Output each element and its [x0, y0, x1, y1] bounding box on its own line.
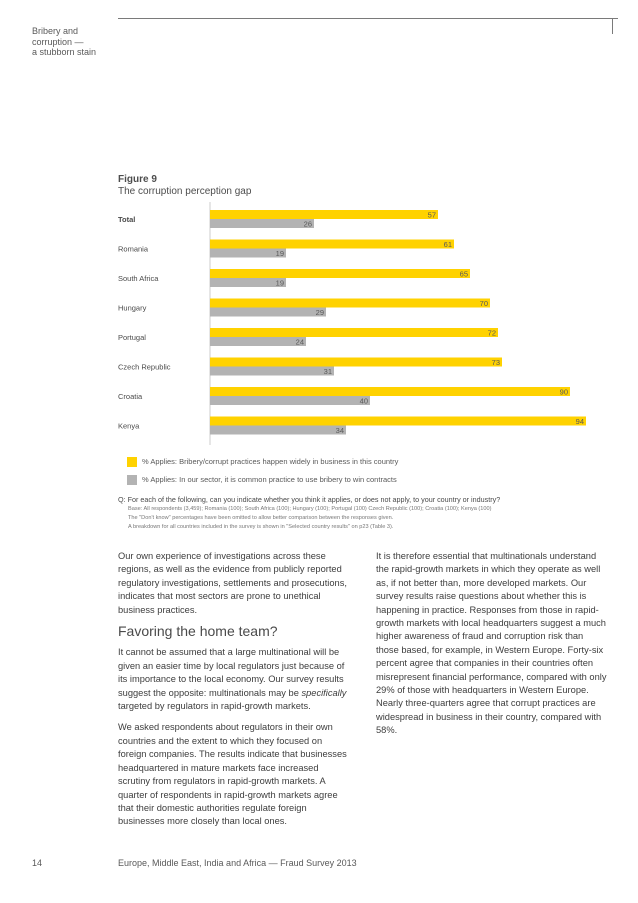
value-label-sector-portugal: 24 [295, 337, 304, 347]
bar-widespread-kenya [210, 417, 586, 426]
bar-widespread-hungary [210, 299, 490, 308]
left-paragraph-2: It cannot be assumed that a large multinational will be given an easier time by local regulators just because of its importance to the local economy. Our survey results suggest the opposite: multinationals may be specifically targeted by regulators in rapid-growth markets. [118, 647, 347, 712]
bar-widespread-total [210, 210, 438, 219]
value-label-sector-hungary: 29 [315, 308, 324, 317]
note-dont-know: The "Don't know" percentages have been omitted to allow better comparison between the responses given. [128, 515, 394, 521]
value-label-sector-south-africa: 19 [275, 278, 284, 288]
value-label-widespread-kenya: 94 [575, 417, 584, 426]
value-label-widespread-romania: 61 [443, 240, 452, 249]
footer-title: Europe, Middle East, India and Africa — Fraud Survey 2013 [118, 858, 357, 868]
bar-sector-romania [210, 249, 286, 258]
category-label-total: Total [118, 215, 136, 224]
category-label-south-africa: South Africa [118, 274, 159, 283]
header-rule [118, 18, 618, 19]
figure-title: The corruption perception gap [118, 186, 252, 197]
value-label-sector-kenya: 34 [335, 426, 344, 435]
value-label-widespread-croatia: 90 [559, 387, 568, 397]
legend-swatch-gray [127, 475, 137, 485]
bar-widespread-romania [210, 240, 454, 249]
value-label-widespread-portugal: 72 [487, 328, 496, 338]
page-number: 14 [32, 858, 43, 868]
section-heading: Favoring the home team? [118, 623, 278, 640]
right-column [376, 550, 608, 746]
legend-swatch-yellow [127, 457, 137, 467]
left-column [118, 550, 350, 837]
bar-sector-czech-republic [210, 367, 334, 376]
right-paragraph-1: It is therefore essential that multinationals understand the rapid-growth markets in which they operate as well as, if not better than, more developed markets. Our survey results raise questions about whether this is happening in practice. Responses from those in rapid-growth markets with local headquarters suggest a much higher awareness of fraud and corruption risk than those based, for example, in Western Europe. Forty-six percent agree that companies in their countries often misrepresent financial performance, compared with only 29% of those with headquarters in Western Europe. Nearly three-quarters agree that corrupt practices are widespread in business in their country, compared with 58%. [376, 551, 607, 736]
value-label-widespread-czech-republic: 73 [491, 358, 500, 367]
value-label-widespread-total: 57 [427, 210, 436, 220]
left-paragraph-1: Our own experience of investigations across these regions, as well as the evidence from publicly reported regulatory investigations, settlements and prosecutions, indicates that most sectors are prone to unethical business practices. [118, 551, 347, 615]
value-label-sector-total: 26 [303, 219, 312, 229]
header-rule-tick [612, 18, 613, 34]
value-label-sector-croatia: 40 [359, 396, 368, 406]
bar-sector-kenya [210, 426, 346, 435]
bar-widespread-croatia [210, 387, 570, 396]
legend-label-sector: % Applies: In our sector, it is common practice to use bribery to win contracts [142, 475, 397, 484]
note-base: Base: All respondents (3,459); Romania (100); South Africa (100); Hungary (100); Portugal (100) Czech Republic (100); Croatia (100); Kenya (100) [128, 506, 492, 512]
bar-sector-croatia [210, 396, 370, 405]
category-label-romania: Romania [118, 244, 149, 254]
note-breakdown: A breakdown for all countries included in the survey is shown in "Selected country results" on p23 (Table 3). [128, 524, 394, 530]
category-label-croatia: Croatia [118, 392, 143, 401]
bar-widespread-czech-republic [210, 358, 502, 367]
section-label: Bribery and corruption — a stubborn stain [32, 26, 97, 57]
legend-label-widespread: % Applies: Bribery/corrupt practices happen widely in business in this country [142, 457, 399, 466]
bar-sector-south-africa [210, 278, 286, 287]
figure-label: Figure 9 [118, 174, 157, 185]
value-label-widespread-south-africa: 65 [459, 269, 468, 279]
bar-sector-hungary [210, 308, 326, 317]
value-label-sector-czech-republic: 31 [323, 367, 332, 376]
category-label-czech-republic: Czech Republic [118, 362, 171, 372]
value-label-widespread-hungary: 70 [479, 299, 488, 308]
survey-question: Q: For each of the following, can you indicate whether you think it applies, or does not apply, to your country or industry? [118, 495, 501, 504]
bar-widespread-south-africa [210, 269, 470, 278]
category-label-kenya: Kenya [118, 421, 140, 431]
category-label-hungary: Hungary [118, 303, 147, 313]
bar-sector-total [210, 219, 314, 228]
bar-widespread-portugal [210, 328, 498, 337]
bar-sector-portugal [210, 337, 306, 346]
category-label-portugal: Portugal [118, 333, 146, 342]
left-paragraph-3: We asked respondents about regulators in their own countries and the extent to which they focused on foreign companies. The results indicate that businesses headquartered in mature markets face increased scrutiny from regulators in rapid-growth markets. A quarter of respondents in rapid-growth markets agree that their domestic authorities regulate foreign businesses more closely than local ones. [118, 722, 347, 827]
value-label-sector-romania: 19 [275, 249, 284, 258]
corruption-perception-bar-chart [110, 200, 610, 445]
